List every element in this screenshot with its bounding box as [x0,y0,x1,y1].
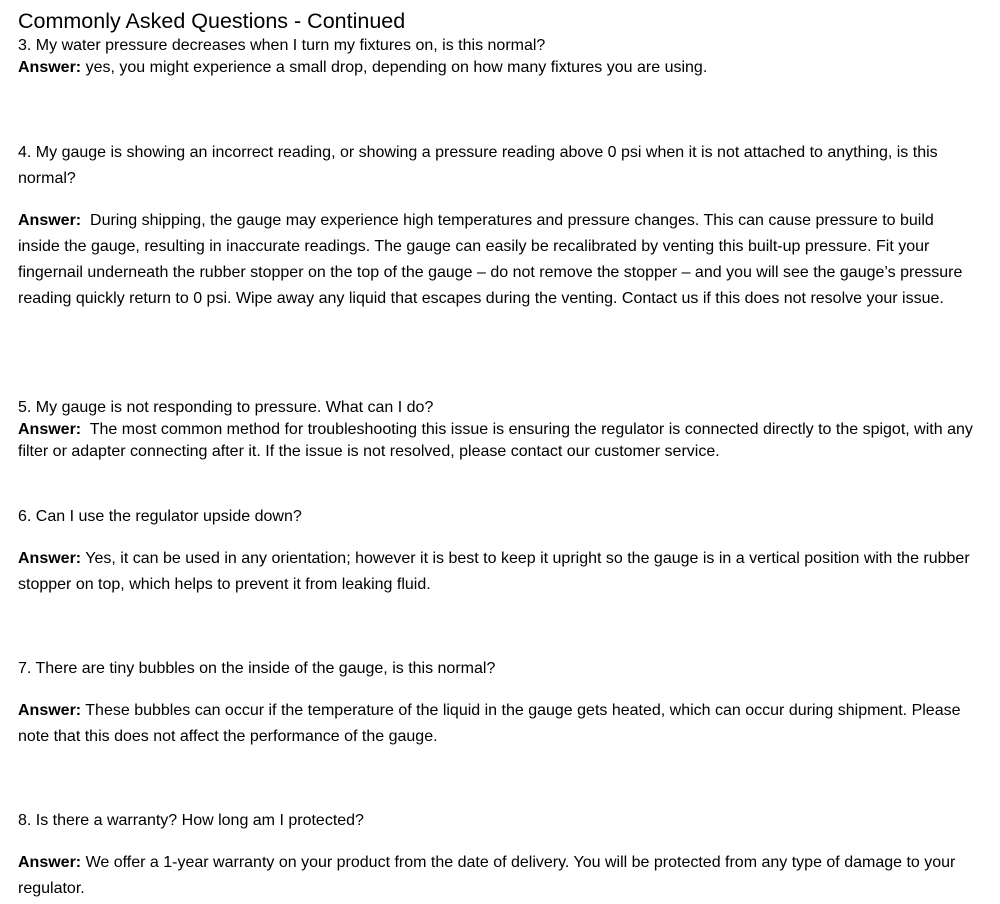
answer-label: Answer: [18,702,82,719]
answer-text: These bubbles can occur if the temperature of the liquid in the gauge gets heated, which can occur during shipment. Please note that this does not affect the performance of the gauge. [18,702,961,745]
answer-text: yes, you might experience a small drop, depending on how many fixtures you are using. [85,59,708,76]
faq-question: 5. My gauge is not responding to pressure. What can I do? [18,399,434,416]
faq-answer [18,208,978,312]
faq-question: 3. My water pressure decreases when I turn my fixtures on, is this normal? [18,37,546,54]
page-title: Commonly Asked Questions - Continued [18,9,406,33]
faq-question: 7. There are tiny bubbles on the inside of the gauge, is this normal? [18,660,496,677]
faq-item [18,35,978,79]
faq-answer [18,850,978,902]
answer-text: During shipping, the gauge may experience high temperatures and pressure changes. This can cause pressure to build inside the gauge, resulting in inaccurate readings. The gauge can easily be recalibrated by venting this built-up pressure. Fit your fingernail underneath the rubber stopper on the top of the gauge – do not remove the stopper – and you will see the gauge’s pressure reading quickly return to 0 psi. Wipe away any liquid that escapes during the venting. Contact us if this does not resolve your issue. [18,212,963,307]
faq-item [18,808,978,902]
faq-item [18,140,978,312]
answer-text: The most common method for troubleshooting this issue is ensuring the regulator is connected directly to the spigot, with any filter or adapter connecting after it. If the issue is not resolved, please contact our customer service. [18,421,973,460]
faq-item [18,397,978,463]
answer-label: Answer: [18,854,82,871]
answer-label: Answer: [18,212,82,229]
answer-label: Answer: [18,59,82,76]
answer-label: Answer: [18,550,82,567]
faq-answer [18,698,978,750]
faq-question: 4. My gauge is showing an incorrect reading, or showing a pressure reading above 0 psi when it is not attached to anything, is this normal? [18,144,938,187]
answer-label: Answer: [18,421,82,438]
answer-text: We offer a 1-year warranty on your product from the date of delivery. You will be protected from any type of damage to your regulator. [18,854,956,897]
answer-text: Yes, it can be used in any orientation; however it is best to keep it upright so the gauge is in a vertical position with the rubber stopper on top, which helps to prevent it from leaking fluid. [18,550,970,593]
faq-question: 8. Is there a warranty? How long am I protected? [18,812,364,829]
faq-item [18,504,978,598]
faq-item [18,656,978,750]
faq-answer [18,546,978,598]
faq-answer [18,419,978,463]
faq-question: 6. Can I use the regulator upside down? [18,508,302,525]
faq-answer [18,57,978,79]
